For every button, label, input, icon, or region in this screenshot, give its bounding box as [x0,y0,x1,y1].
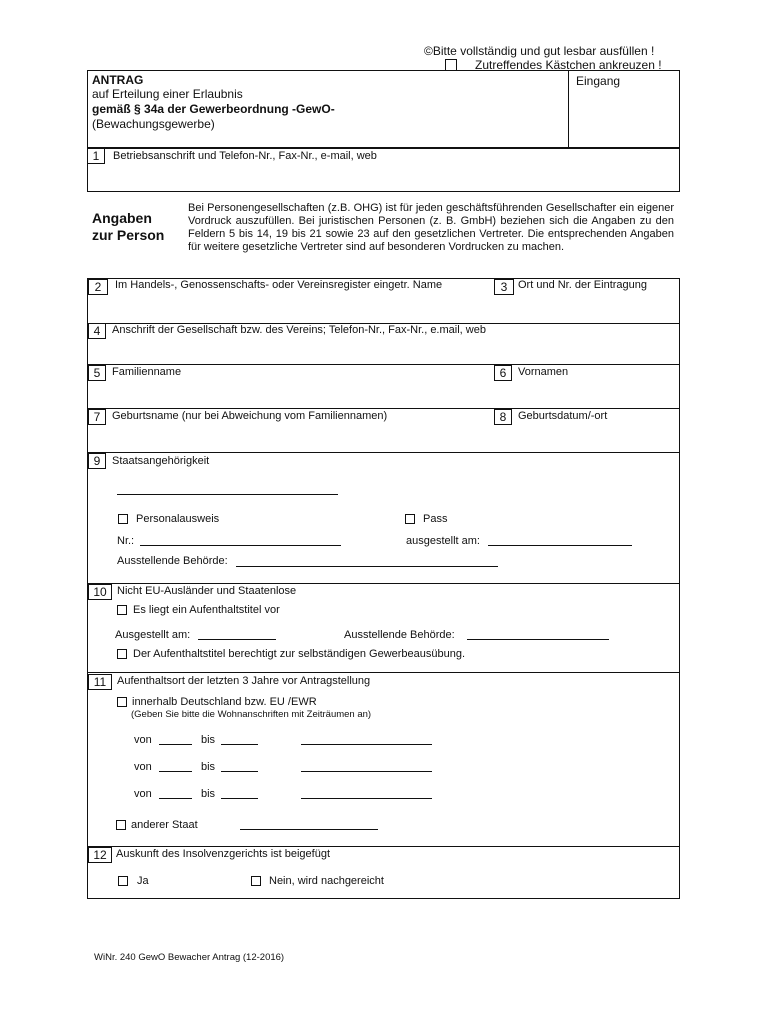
domestic-residence-label: innerhalb Deutschland bzw. EU /EWR [132,696,317,708]
insolvency-yes-checkbox[interactable] [118,876,128,886]
field-number: 7 [88,409,106,425]
field-7-input[interactable] [88,426,488,451]
issuing-authority-label: Ausstellende Behörde: [117,555,228,567]
personalausweis-checkbox[interactable] [118,514,128,524]
personalausweis-label: Personalausweis [136,513,220,525]
title-law: gemäß § 34a der Gewerbeordnung -GewO- [92,102,335,116]
field-12-label: Auskunft des Insolvenzgerichts ist beigefügt [116,848,331,860]
foreign-state-label: anderer Staat [131,819,198,831]
title-subtitle: auf Erteilung einer Erlaubnis [92,87,243,101]
bis-label: bis [201,788,216,800]
field-number: 11 [88,674,112,690]
field-2-input[interactable] [88,281,488,321]
title-antrag: ANTRAG [92,73,144,87]
permit-authority-label: Ausstellende Behörde: [344,629,455,641]
field-8-input[interactable] [494,426,678,451]
checkbox-hint-text: Zutreffendes Kästchen ankreuzen ! [475,58,662,72]
id-number-input[interactable] [140,545,341,546]
field-8-label: Geburtsdatum/-ort [518,410,608,422]
field-6-label: Vornamen [518,366,569,378]
field-number: 5 [88,365,106,381]
field-number: 9 [88,453,106,469]
domestic-residence-checkbox[interactable] [117,697,127,707]
field-number: 3 [494,279,514,295]
self-employment-label: Der Aufenthaltstitel berechtigt zur selbständigen Gewerbeausübung. [133,648,466,660]
form-footer: WiNr. 240 GewO Bewacher Antrag (12-2016) [94,952,285,963]
field-10-label: Nicht EU-Ausländer und Staatenlose [117,585,297,597]
bis-input[interactable] [221,771,258,772]
angaben-heading-2: zur Person [92,227,165,243]
eingang-divider [568,70,569,148]
address-input[interactable] [301,771,432,772]
field-9-label: Staatsangehörigkeit [112,455,210,467]
field-5-label: Familienname [112,366,182,378]
insolvency-no-label: Nein, wird nachgereicht [269,875,384,887]
angaben-text: Bei Personengesellschaften (z.B. OHG) ist für jeden geschäftsführenden Gesellschafter ein eigener Vordruck auszufüllen. Bei juristischen Personen (z. B. GmbH) beziehen sich die Angaben zu den Feldern 5 bis 14, 19 bis 21 sowie 23 auf den gesetzlichen Vertreter. Die entsprechenden Angaben für weitere gesetzliche Vertreter sind auf besonderen Vordrucken zu machen. [188,202,674,253]
title-type: (Bewachungsgewerbe) [92,117,215,131]
von-label: von [134,761,152,773]
field-4-label: Anschrift der Gesellschaft bzw. des Vereins; Telefon-Nr., Fax-Nr., e.mail, web [112,324,486,336]
von-input[interactable] [159,744,192,745]
bis-label: bis [201,761,216,773]
angaben-heading: Angaben [92,210,152,226]
field-number: 1 [87,148,105,164]
field-5-input[interactable] [88,382,488,407]
instruction-text: ©Bitte vollständig und gut lesbar ausfüllen ! [424,44,655,58]
foreign-state-input[interactable] [240,829,378,830]
field-11-label: Aufenthaltsort der letzten 3 Jahre vor Antragstellung [117,675,371,687]
residence-hint: (Geben Sie bitte die Wohnanschriften mit Zeiträumen an) [131,709,372,720]
address-input[interactable] [301,744,432,745]
issuing-authority-input[interactable] [236,566,498,567]
issued-date-input[interactable] [488,545,632,546]
permit-issued-label: Ausgestellt am: [115,629,191,641]
insolvency-yes-label: Ja [137,875,149,887]
self-employment-checkbox[interactable] [117,649,127,659]
field-1-label: Betriebsanschrift und Telefon-Nr., Fax-Nr., e-mail, web [113,150,377,162]
pass-label: Pass [423,513,448,525]
field-number: 2 [88,279,108,295]
eingang-label: Eingang [576,74,621,88]
residence-permit-label: Es liegt ein Aufenthaltstitel vor [133,604,280,616]
permit-authority-input[interactable] [467,639,609,640]
bis-input[interactable] [221,744,258,745]
field-number: 4 [88,323,106,339]
insolvency-no-checkbox[interactable] [251,876,261,886]
field-6-input[interactable] [494,382,678,407]
field-number: 8 [494,409,512,425]
bis-input[interactable] [221,798,258,799]
nationality-input[interactable] [117,494,338,495]
residence-permit-checkbox[interactable] [117,605,127,615]
field-3-input[interactable] [494,296,678,322]
von-input[interactable] [159,798,192,799]
field-number: 12 [88,847,112,863]
bis-label: bis [201,734,216,746]
von-label: von [134,788,152,800]
field-2-label: Im Handels-, Genossenschafts- oder Vereinsregister eingetr. Name [115,279,443,291]
field-7-label: Geburtsname (nur bei Abweichung vom Familiennamen) [112,410,388,422]
field-number: 10 [88,584,112,600]
issued-date-label: ausgestellt am: [406,535,480,547]
permit-issued-input[interactable] [198,639,276,640]
pass-checkbox[interactable] [405,514,415,524]
foreign-state-checkbox[interactable] [116,820,126,830]
field-3-label: Ort und Nr. der Eintragung [518,279,648,291]
id-number-label: Nr.: [117,535,135,547]
von-input[interactable] [159,771,192,772]
field-number: 6 [494,365,512,381]
von-label: von [134,734,152,746]
address-input[interactable] [301,798,432,799]
